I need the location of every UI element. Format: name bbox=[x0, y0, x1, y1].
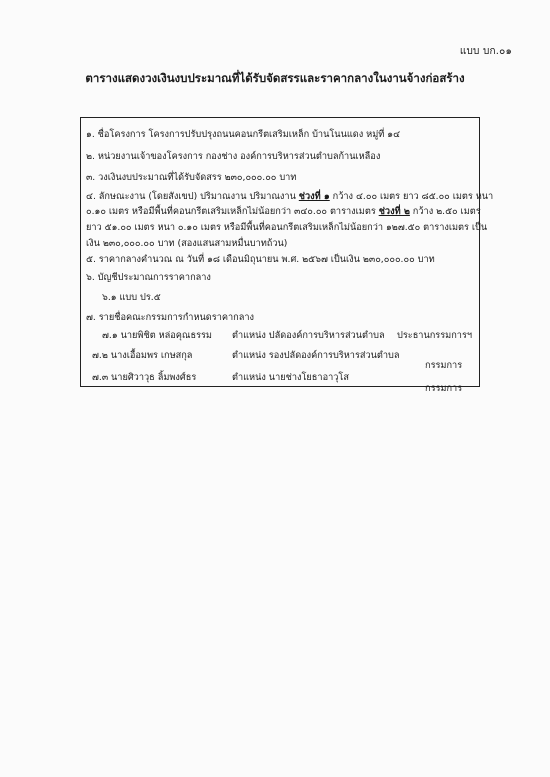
item-6-estimate-list: ๖. บัญชีประมาณการราคากลาง bbox=[86, 272, 211, 283]
item-4-line-2 bbox=[86, 204, 481, 219]
item-5-reference-price: ๕. ราคากลางคำนวณ ณ วันที่ ๑๘ เดือนมิถุนายน พ.ศ. ๒๕๖๗ เป็นเงิน ๒๓๐,๐๐๐.๐๐ บาท bbox=[86, 254, 435, 265]
committee-member-name: ๗.๒ นางเอื้อมพร เกษสกุล bbox=[92, 350, 193, 361]
item-6-1-form: ๖.๑ แบบ ปร.๕ bbox=[102, 292, 161, 303]
item-4-line-1 bbox=[86, 189, 493, 204]
item-4-line-1-rest: กว้าง ๔.๐๐ เมตร ยาว ๘๕.๐๐ เมตร หนา bbox=[329, 191, 494, 202]
item-1-project-name: ๑. ชื่อโครงการ โครงการปรับปรุงถนนคอนกรีตเสริมเหล็ก บ้านโนนแดง หมู่ที่ ๑๔ bbox=[86, 129, 401, 140]
segment-1-label: ช่วงที่ ๑ bbox=[298, 191, 330, 202]
item-4-line-2-rest: กว้าง ๒.๕๐ เมตร bbox=[409, 206, 481, 217]
item-2-agency: ๒. หน่วยงานเจ้าของโครงการ กองช่าง องค์การบริหารส่วนตำบลก้านเหลือง bbox=[86, 151, 381, 162]
item-4-line-4: เงิน ๒๓๐,๐๐๐.๐๐ บาท (สองแสนสามหมื่นบาทถ้วน) bbox=[86, 238, 288, 249]
committee-member-name: ๗.๑ นายพิชิต หล่อคุณธรรม bbox=[102, 330, 212, 341]
committee-member-role: กรรมการ bbox=[425, 383, 463, 394]
item-4-line-3: ยาว ๕๑.๐๐ เมตร หนา ๐.๑๐ เมตร หรือมีพื้นที่คอนกรีตเสริมเหล็กไม่น้อยกว่า ๑๒๗.๕๐ ตารางเมตร เป็น bbox=[86, 222, 488, 233]
item-3-budget: ๓. วงเงินงบประมาณที่ได้รับจัดสรร ๒๓๐,๐๐๐.๐๐ บาท bbox=[86, 172, 297, 183]
segment-2-label: ช่วงที่ ๒ bbox=[378, 206, 410, 217]
committee-member-role: ประธานกรรมการฯ bbox=[397, 330, 473, 341]
item-7-committee-heading: ๗. รายชื่อคณะกรรมการกำหนดราคากลาง bbox=[86, 312, 254, 323]
committee-member-role: กรรมการ bbox=[425, 360, 463, 371]
form-code: แบบ บก.๐๑ bbox=[459, 46, 512, 57]
item-4-line-1-text: ๔. ลักษณะงาน (โดยสังเขป) ปริมาณงาน ปริมาณงาน bbox=[86, 191, 299, 202]
committee-member-name: ๗.๓ นายศิวาวุธ ลิ้มพงศ์ธร bbox=[92, 372, 197, 383]
item-4-line-2-text: ๐.๑๐ เมตร หรือมีพื้นที่คอนกรีตเสริมเหล็กไม่น้อยกว่า ๓๔๐.๐๐ ตารางเมตร bbox=[86, 206, 379, 217]
committee-member-position: ตำแหน่ง ปลัดองค์การบริหารส่วนตำบล bbox=[232, 330, 385, 341]
committee-member-position: ตำแหน่ง รองปลัดองค์การบริหารส่วนตำบล bbox=[232, 350, 400, 361]
document-title: ตารางแสดงวงเงินงบประมาณที่ได้รับจัดสรรและราคากลางในงานจ้างก่อสร้าง bbox=[85, 71, 465, 85]
committee-member-position: ตำแหน่ง นายช่างโยธาอาวุโส bbox=[232, 372, 349, 383]
